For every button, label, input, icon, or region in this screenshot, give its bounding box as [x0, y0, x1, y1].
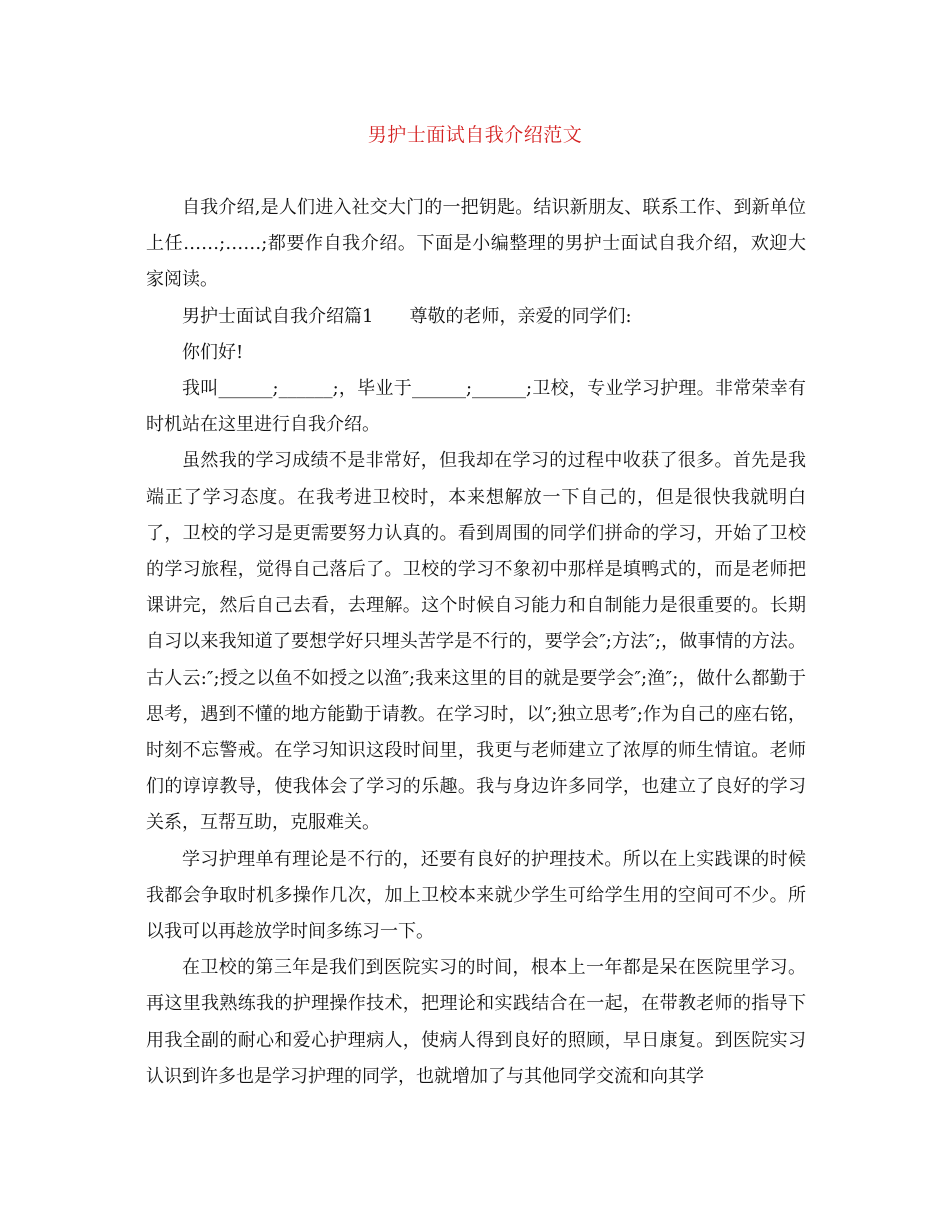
paragraph-greeting: 你们好! [182, 341, 244, 363]
paragraph-intro: 自我介绍,是人们进入社交大门的一把钥匙。结识新朋友、联系工作、到新单位上任……;……;都要作自我介绍。下面是小编整理的男护士面试自我介绍，欢迎大家阅读。 [146, 197, 806, 291]
document-title: 男护士面试自我介绍范文 [367, 124, 583, 146]
document-body [146, 190, 806, 1095]
paragraph-study: 虽然我的学习成绩不是非常好，但我却在学习的过程中收获了很多。首先是我端正了学习态度。在我考进卫校时，本来想解放一下自己的，但是很快我就明白了，卫校的学习是更需要努力认真的。看到周围的同学们拼命的学习，开始了卫校的学习旅程，觉得自己落后了。卫校的学习不象初中那样是填鸭式的，而是老师把课讲完，然后自己去看，去理解。这个时候自习能力和自制能力是很重要的。长期自习以来我知道了要想学好只埋头苦学是不行的，要学会″;方法″;，做事情的方法。古人云:″;授之以鱼不如授之以渔″;我来这里的目的就是要学会″;渔″;，做什么都勤于思考，遇到不懂的地方能勤于请教。在学习时，以″;独立思考″;作为自己的座右铭，时刻不忘警戒。在学习知识这段时间里，我更与老师建立了浓厚的师生情谊。老师们的谆谆教导，使我体会了学习的乐趣。我与身边许多同学，也建立了良好的学习关系，互帮互助，克服难关。 [146, 450, 806, 834]
paragraph-name: 我叫______;______;，毕业于______;______;卫校，专业学习护理。非常荣幸有时机站在这里进行自我介绍。 [146, 378, 806, 436]
paragraph-practice: 学习护理单有理论是不行的，还要有良好的护理技术。所以在上实践课的时候我都会争取时机多操作几次，加上卫校本来就少学生可给学生用的空间可不少。所以我可以再趁放学时间多练习一下。 [146, 848, 806, 943]
paragraph-internship: 在卫校的第三年是我们到医院实习的时间，根本上一年都是呆在医院里学习。再这里我熟练我的护理操作技术，把理论和实践结合在一起，在带教老师的指导下用我全副的耐心和爱心护理病人，使病人得到良好的照顾，早日康复。到医院实习认识到许多也是学习护理的同学，也就增加了与其他同学交流和向其学 [146, 957, 806, 1087]
paragraph-section-heading: 男护士面试自我介绍篇1 尊敬的老师，亲爱的同学们: [182, 305, 632, 327]
